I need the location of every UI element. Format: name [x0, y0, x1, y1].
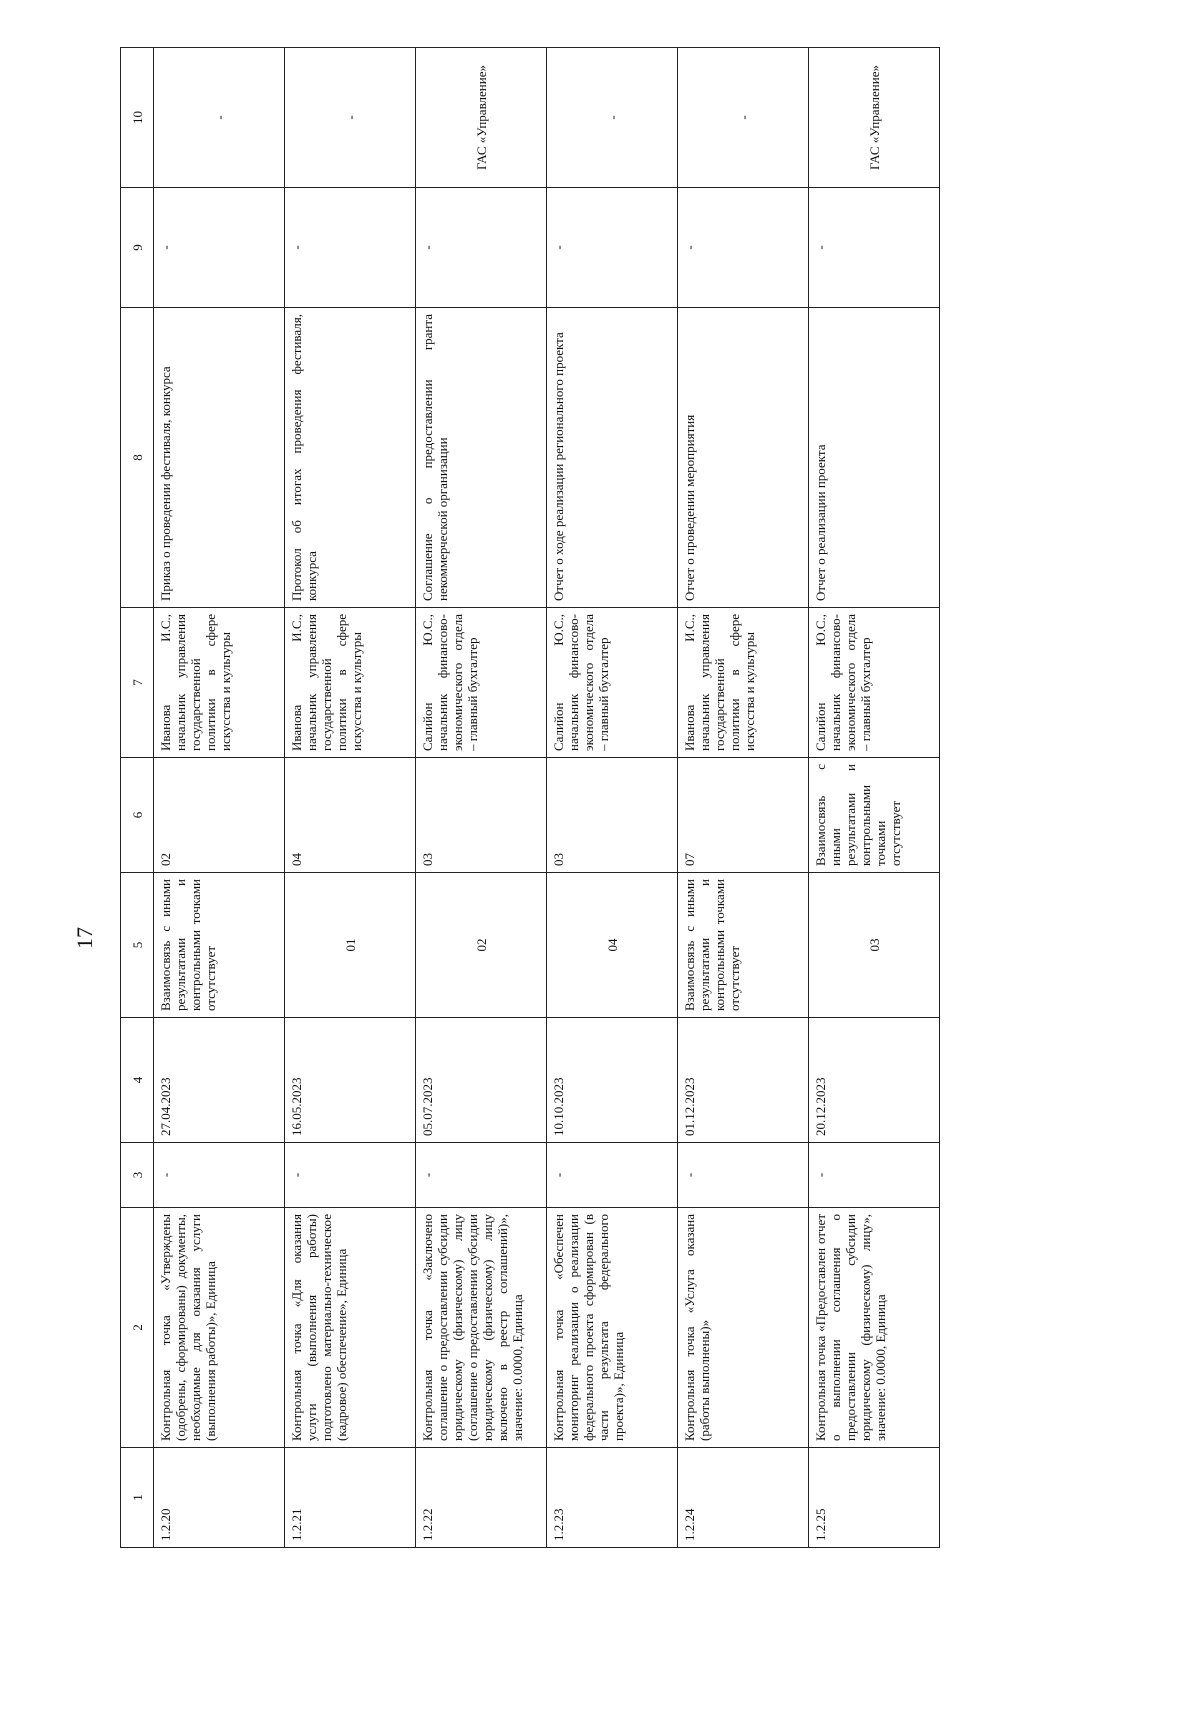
column-header: 4: [121, 1018, 154, 1143]
document-cell: Отчет о реализации проекта: [809, 308, 940, 608]
header-row: [121, 48, 154, 1548]
cell-col6: 03: [547, 758, 678, 873]
rotated-table-wrapper: [120, 48, 1060, 1548]
date-cell: 05.07.2023: [416, 1018, 547, 1143]
information-system-cell: -: [678, 48, 809, 188]
page-number: 17: [72, 927, 97, 949]
relation-cell: Взаимосвязь с иными результатами и контрольными точками отсутствует: [154, 873, 285, 1018]
control-point-name-cell: Контрольная точка «Услуга оказана (работы выполнены)»: [678, 1208, 809, 1448]
cell-col9: -: [809, 188, 940, 308]
responsible-cell: Иванова И.С., начальник управления государственной политики в сфере искусства и культуры: [285, 608, 416, 758]
cell-col3: -: [416, 1143, 547, 1208]
information-system-cell: -: [154, 48, 285, 188]
table-row: [416, 48, 547, 1548]
column-header: 2: [121, 1208, 154, 1448]
cell-col9: -: [547, 188, 678, 308]
cell-col6: Взаимосвязь с иными результатами и контрольными точками отсутствует: [809, 758, 940, 873]
row-number-cell: 1.2.24: [678, 1448, 809, 1548]
column-header: 1: [121, 1448, 154, 1548]
cell-col6: 04: [285, 758, 416, 873]
column-header: 7: [121, 608, 154, 758]
relation-cell: 01: [285, 873, 416, 1018]
control-point-name-cell: Контрольная точка «Для оказания услуги (выполнения работы) подготовлено материально-техническое (кадровое) обеспечение», Единица: [285, 1208, 416, 1448]
control-point-name-cell: Контрольная точка «Предоставлен отчет о выполнении соглашения о предоставлении субсидии юридическому (физическому) лицу», значение: 0.0000, Единица: [809, 1208, 940, 1448]
cell-col3: -: [809, 1143, 940, 1208]
relation-cell: 02: [416, 873, 547, 1018]
column-header: 8: [121, 308, 154, 608]
control-points-table: [120, 47, 940, 1548]
table-row: [154, 48, 285, 1548]
cell-col6: 02: [154, 758, 285, 873]
row-number-cell: 1.2.22: [416, 1448, 547, 1548]
relation-cell: 04: [547, 873, 678, 1018]
table-row: [809, 48, 940, 1548]
relation-cell: Взаимосвязь с иными результатами и контрольными точками отсутствует: [678, 873, 809, 1018]
responsible-cell: Иванова И.С., начальник управления государственной политики в сфере искусства и культуры: [154, 608, 285, 758]
cell-col3: -: [154, 1143, 285, 1208]
date-cell: 01.12.2023: [678, 1018, 809, 1143]
table-sheet: [120, 48, 1060, 1548]
cell-col9: -: [285, 188, 416, 308]
row-number-cell: 1.2.21: [285, 1448, 416, 1548]
information-system-cell: ГАС «Управление»: [416, 48, 547, 188]
document-cell: Отчет о ходе реализации регионального проекта: [547, 308, 678, 608]
information-system-cell: -: [285, 48, 416, 188]
responsible-cell: Салийон Ю.С., начальник финансово-экономического отдела – главный бухгалтер: [416, 608, 547, 758]
control-point-name-cell: Контрольная точка «Утверждены (одобрены, сформированы) документы, необходимые для оказания услуги (выполнения работы)», Единица: [154, 1208, 285, 1448]
document-cell: Приказ о проведении фестиваля, конкурса: [154, 308, 285, 608]
table-row: [547, 48, 678, 1548]
column-header: 9: [121, 188, 154, 308]
control-point-name-cell: Контрольная точка «Заключено соглашение о предоставлении субсидии юридическому (физическому) лицу (соглашение о предоставлении субсидии юридическому (физическому) лицу включено в реестр соглашений)», значение: 0.0000, Единица: [416, 1208, 547, 1448]
column-header: 3: [121, 1143, 154, 1208]
document-cell: Отчет о проведении мероприятия: [678, 308, 809, 608]
responsible-cell: Иванова И.С., начальник управления государственной политики в сфере искусства и культуры: [678, 608, 809, 758]
row-number-cell: 1.2.23: [547, 1448, 678, 1548]
cell-col9: -: [416, 188, 547, 308]
responsible-cell: Салийон Ю.С., начальник финансово-экономического отдела – главный бухгалтер: [809, 608, 940, 758]
column-header: 10: [121, 48, 154, 188]
table-row: [678, 48, 809, 1548]
responsible-cell: Салийон Ю.С., начальник финансово-экономического отдела – главный бухгалтер: [547, 608, 678, 758]
table-row: [285, 48, 416, 1548]
cell-col9: -: [154, 188, 285, 308]
cell-col6: 03: [416, 758, 547, 873]
row-number-cell: 1.2.20: [154, 1448, 285, 1548]
cell-col9: -: [678, 188, 809, 308]
document-cell: Протокол об итогах проведения фестиваля, конкурса: [285, 308, 416, 608]
column-header: 6: [121, 758, 154, 873]
row-number-cell: 1.2.25: [809, 1448, 940, 1548]
column-header: 5: [121, 873, 154, 1018]
relation-cell: 03: [809, 873, 940, 1018]
cell-col3: -: [285, 1143, 416, 1208]
information-system-cell: ГАС «Управление»: [809, 48, 940, 188]
document-cell: Соглашение о предоставлении гранта некоммерческой организации: [416, 308, 547, 608]
cell-col6: 07: [678, 758, 809, 873]
date-cell: 20.12.2023: [809, 1018, 940, 1143]
cell-col3: -: [678, 1143, 809, 1208]
date-cell: 27.04.2023: [154, 1018, 285, 1143]
control-point-name-cell: Контрольная точка «Обеспечен мониторинг реализации о реализации федерального проекта сформирован (в части результата федерального проекта)», Единица: [547, 1208, 678, 1448]
information-system-cell: -: [547, 48, 678, 188]
date-cell: 16.05.2023: [285, 1018, 416, 1143]
date-cell: 10.10.2023: [547, 1018, 678, 1143]
cell-col3: -: [547, 1143, 678, 1208]
